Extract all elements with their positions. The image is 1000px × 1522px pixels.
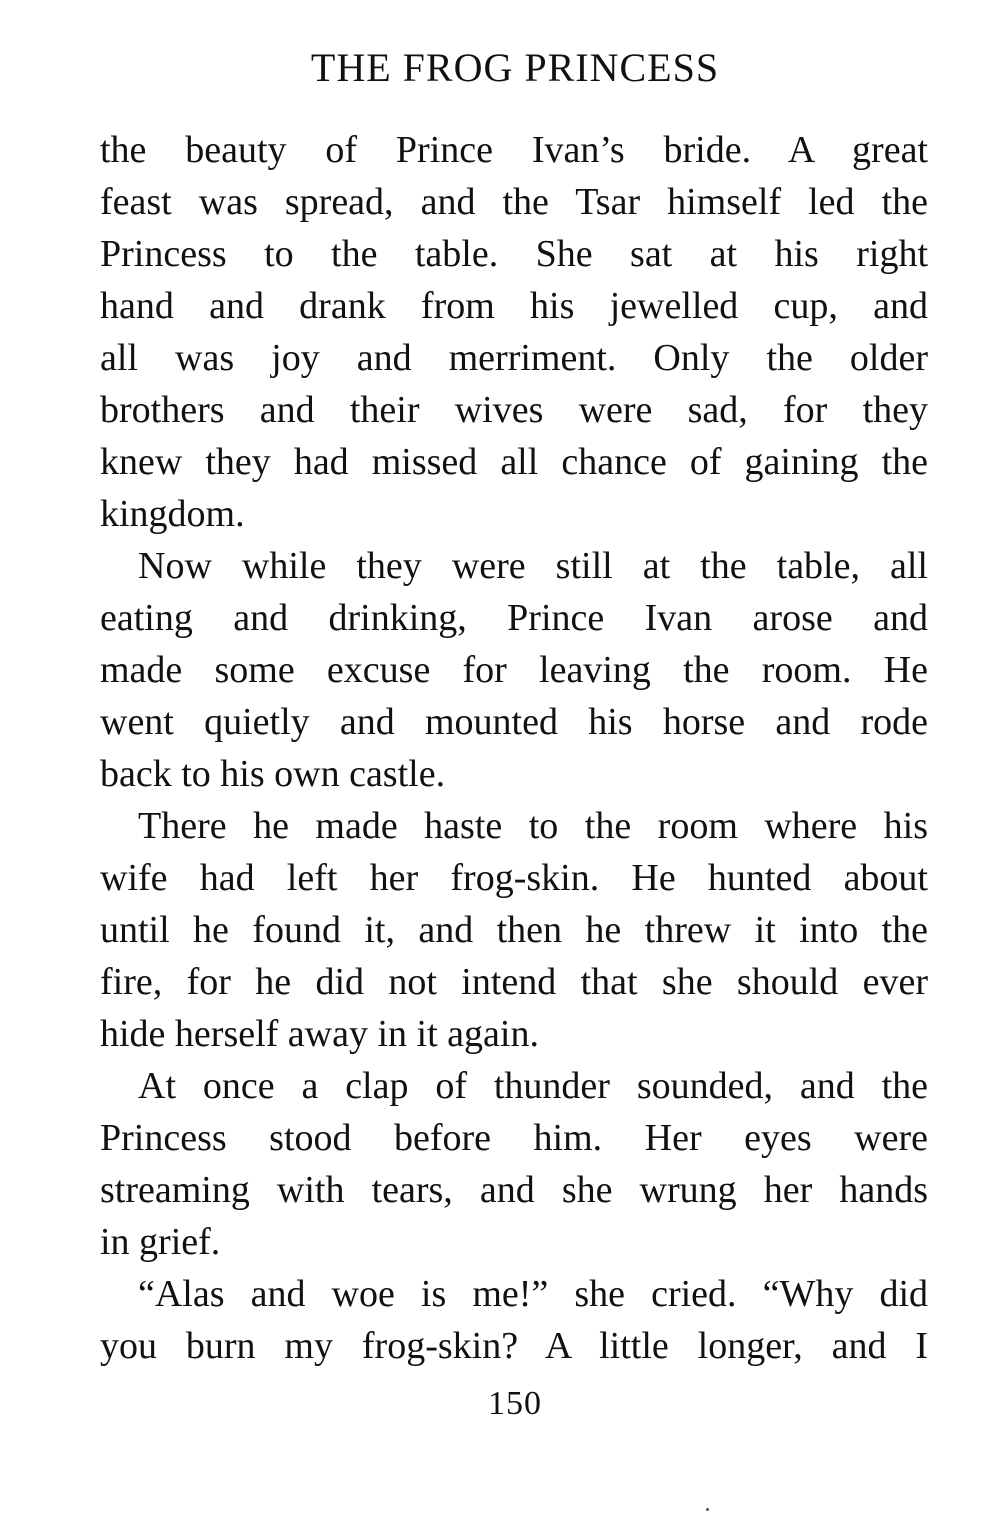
paragraph-2	[100, 540, 928, 800]
text-line: knew they had missed all chance of gaining the	[100, 441, 928, 483]
body-text	[100, 124, 928, 1372]
text-line: There he made haste to the room where his	[138, 805, 928, 847]
text-line: “Alas and woe is me!” she cried. “Why did	[138, 1273, 928, 1315]
page-number: 150	[488, 1385, 542, 1422]
text-line: brothers and their wives were sad, for they	[100, 389, 928, 431]
text-line: you burn my frog-skin? A little longer, and I	[100, 1325, 928, 1367]
text-line: made some excuse for leaving the room. He	[100, 649, 928, 691]
text-line: kingdom.	[100, 493, 245, 535]
text-line: feast was spread, and the Tsar himself led the	[100, 181, 928, 223]
text-line: all was joy and merriment. Only the older	[100, 337, 928, 379]
text-line: wife had left her frog-skin. He hunted about	[100, 857, 928, 899]
running-head: THE FROG PRINCESS	[310, 45, 720, 90]
text-line: until he found it, and then he threw it into the	[100, 909, 928, 951]
paragraph-4	[100, 1060, 928, 1268]
text-line: hide herself away in it again.	[100, 1013, 539, 1055]
text-line: hand and drank from his jewelled cup, and	[100, 285, 928, 327]
print-speck	[706, 1508, 709, 1511]
text-line: eating and drinking, Prince Ivan arose and	[100, 597, 928, 639]
text-line: fire, for he did not intend that she should ever	[100, 961, 928, 1003]
paragraph-5	[100, 1268, 928, 1372]
paragraph-1	[100, 124, 928, 540]
text-line: Princess to the table. She sat at his right	[100, 233, 928, 275]
text-line: went quietly and mounted his horse and rode	[100, 701, 928, 743]
text-line: back to his own castle.	[100, 753, 446, 795]
text-line: At once a clap of thunder sounded, and the	[138, 1065, 928, 1107]
paragraph-3	[100, 800, 928, 1060]
text-line: the beauty of Prince Ivan’s bride. A great	[100, 129, 928, 171]
text-line: streaming with tears, and she wrung her hands	[100, 1169, 928, 1211]
text-line: Now while they were still at the table, all	[138, 545, 928, 587]
text-line: Princess stood before him. Her eyes were	[100, 1117, 928, 1159]
text-line: in grief.	[100, 1221, 221, 1263]
